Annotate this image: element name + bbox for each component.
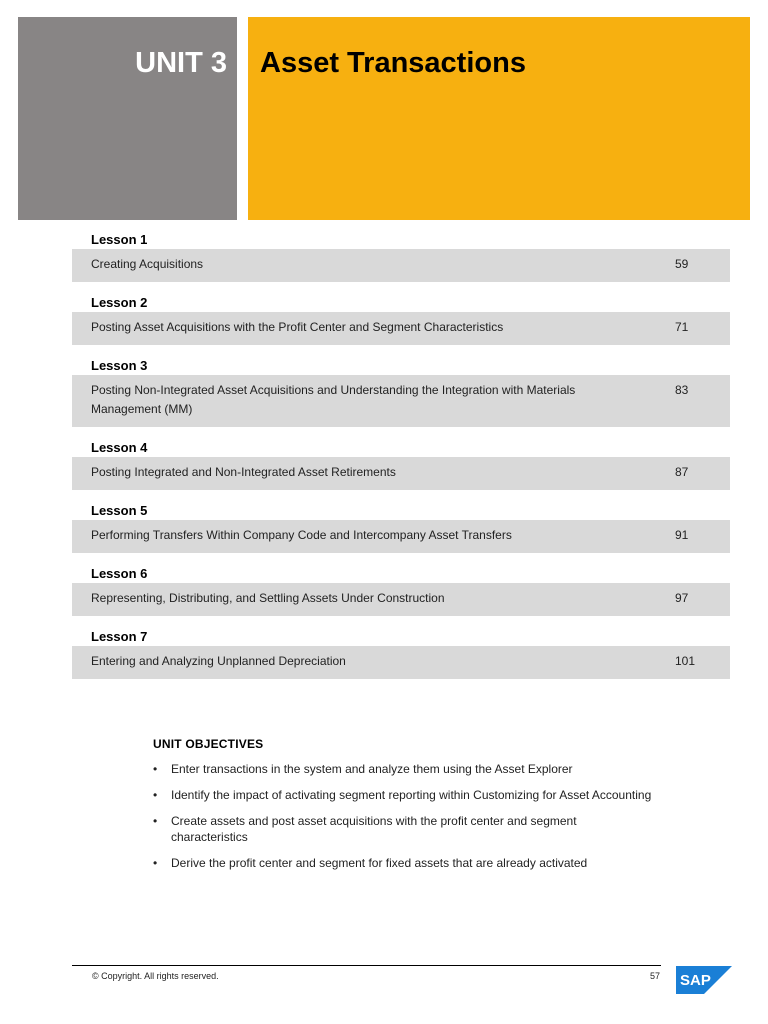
lesson-entry — [72, 229, 730, 282]
lesson-label: Lesson 3 — [91, 358, 148, 373]
lesson-page-number: 97 — [675, 591, 689, 605]
lesson-list — [72, 229, 730, 689]
bullet-icon: • — [153, 856, 158, 870]
lesson-page-number: 83 — [675, 383, 689, 397]
unit-number-block — [18, 17, 237, 220]
lesson-title[interactable]: Entering and Analyzing Unplanned Depreciation — [91, 654, 346, 668]
unit-objectives — [153, 737, 653, 881]
lesson-title[interactable]: Posting Asset Acquisitions with the Profit Center and Segment Characteristics — [91, 320, 504, 334]
bullet-icon: • — [153, 788, 158, 802]
lesson-entry — [72, 292, 730, 345]
unit-label: UNIT 3 — [135, 47, 227, 79]
objective-text: Derive the profit center and segment for fixed assets that are already activated — [171, 856, 588, 870]
objective-text: Create assets and post asset acquisitions with the profit center and segment characteristics — [171, 814, 577, 844]
objective-item — [153, 855, 653, 871]
objective-text: Enter transactions in the system and analyze them using the Asset Explorer — [171, 762, 573, 776]
lesson-row[interactable] — [72, 249, 730, 282]
sap-logo-text: SAP — [680, 972, 711, 989]
lesson-page-number: 91 — [675, 528, 689, 542]
lesson-row[interactable] — [72, 375, 730, 427]
copyright-notice: © Copyright. All rights reserved. — [92, 971, 219, 981]
sap-logo-icon — [676, 966, 732, 994]
lesson-label: Lesson 2 — [91, 295, 148, 310]
lesson-label: Lesson 5 — [91, 503, 148, 518]
lesson-row[interactable] — [72, 520, 730, 553]
lesson-row[interactable] — [72, 646, 730, 679]
page-number: 57 — [650, 971, 661, 981]
lesson-title[interactable]: Representing, Distributing, and Settling Assets Under Construction — [91, 591, 445, 605]
lesson-page-number: 87 — [675, 465, 689, 479]
objectives-heading: UNIT OBJECTIVES — [153, 737, 264, 751]
lesson-label: Lesson 6 — [91, 566, 148, 581]
bullet-icon: • — [153, 762, 158, 776]
lesson-entry — [72, 437, 730, 490]
lesson-page-number: 71 — [675, 320, 689, 334]
lesson-label: Lesson 7 — [91, 629, 148, 644]
lesson-page-number: 101 — [675, 654, 696, 668]
lesson-row[interactable] — [72, 583, 730, 616]
objective-item — [153, 761, 653, 777]
lesson-title[interactable]: Posting Non-Integrated Asset Acquisitions and Understanding the Integration with Materials Management (MM) — [91, 383, 576, 416]
lesson-entry — [72, 355, 730, 427]
lesson-entry — [72, 563, 730, 616]
lesson-entry — [72, 500, 730, 553]
bullet-icon: • — [153, 814, 158, 828]
unit-title: Asset Transactions — [260, 47, 526, 79]
unit-title-block — [248, 17, 750, 220]
lesson-title[interactable]: Creating Acquisitions — [91, 257, 204, 271]
footer-divider — [72, 965, 661, 966]
lesson-page-number: 59 — [675, 257, 689, 271]
lesson-title[interactable]: Posting Integrated and Non-Integrated Asset Retirements — [91, 465, 396, 479]
lesson-label: Lesson 4 — [91, 440, 148, 455]
lesson-title[interactable]: Performing Transfers Within Company Code and Intercompany Asset Transfers — [91, 528, 512, 542]
objective-text: Identify the impact of activating segment reporting within Customizing for Asset Accounting — [171, 788, 652, 802]
lesson-row[interactable] — [72, 457, 730, 490]
lesson-entry — [72, 626, 730, 679]
lesson-label: Lesson 1 — [91, 232, 148, 247]
objective-item — [153, 787, 653, 803]
objectives-list — [153, 761, 653, 871]
objective-item — [153, 813, 653, 845]
lesson-row[interactable] — [72, 312, 730, 345]
